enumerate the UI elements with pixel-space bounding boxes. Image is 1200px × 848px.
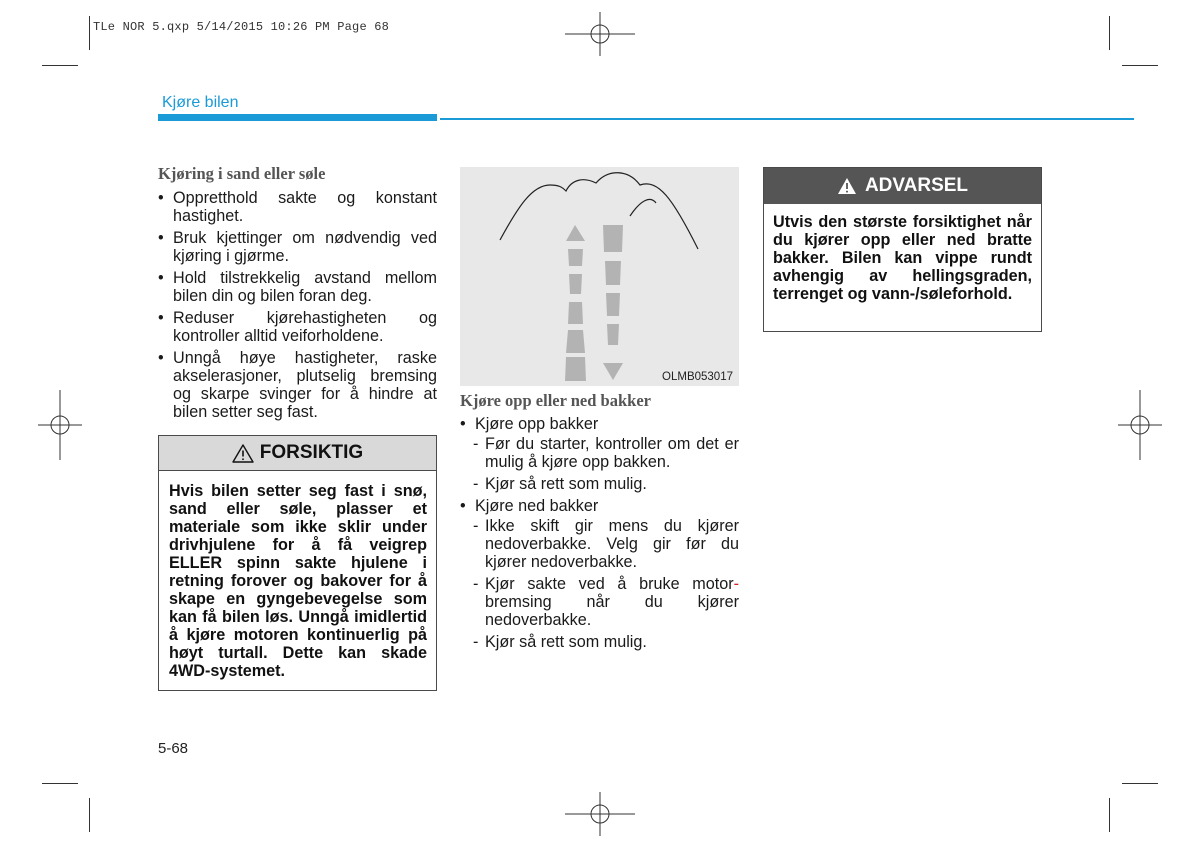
middle-column [460, 392, 739, 655]
section-title: Kjøre bilen [162, 94, 239, 111]
subsection-heading: Kjøring i sand eller søle [158, 164, 326, 183]
list-item-label: Kjøre opp bakker [475, 415, 599, 433]
crop-mark [42, 65, 78, 66]
page-number: 5-68 [158, 740, 189, 757]
crop-mark [89, 16, 90, 50]
list-item: • Hold tilstrekkelig avstand mellom bilen din og bilen foran deg. [158, 269, 437, 305]
registration-mark-left [38, 390, 82, 460]
crop-mark [42, 783, 78, 784]
sub-list-item: - Kjør så rett som mulig. [473, 475, 739, 493]
warning-triangle-filled-icon [837, 177, 857, 195]
registration-mark-bottom [565, 792, 635, 836]
list-item: • Reduser kjørehastigheten og kontroller alltid veiforholdene. [158, 309, 437, 345]
list-item [460, 497, 739, 651]
section-bar [158, 114, 437, 121]
subsection-heading: Kjøre opp eller ned bakker [460, 391, 651, 410]
list-item: • Unngå høye hastigheter, raske akselerasjoner, plutselig bremsing og skarpe svinger for å hindre at bilen setter seg fast. [158, 349, 437, 421]
caution-box [158, 435, 437, 691]
crop-mark [1109, 16, 1110, 50]
registration-mark-right [1118, 390, 1162, 460]
warning-header [764, 168, 1041, 204]
section-rule [440, 118, 1134, 120]
warning-box [763, 167, 1042, 332]
crop-mark [1122, 65, 1158, 66]
crop-mark [89, 798, 90, 832]
figure-code: OLMB053017 [662, 371, 733, 383]
warning-title: ADVARSEL [864, 175, 969, 196]
list-item-label: Kjøre ned bakker [475, 497, 599, 515]
hill-driving-figure [460, 167, 739, 386]
sub-list-item: - Før du starter, kontroller om det er mulig å kjøre opp bakken. [473, 435, 739, 471]
crop-mark [1109, 798, 1110, 832]
caution-text: Hvis bilen setter seg fast i snø, sand eller søle, plasser et materiale som ikke sklir under drivhjulene for å få veigrep ELLER spinn sakte hjulene i retning forover og bakover for å skape en gyngebevegelse som kan få bilen løs. Unngå imidlertid å kjøre motoren kontinuerlig på høyt turtall. Dette kan skade 4WD-systemet. [169, 482, 427, 680]
list-item: • Bruk kjettinger om nødvendig ved kjøring i gjørme. [158, 229, 437, 265]
left-column [158, 165, 437, 425]
list-item [460, 415, 739, 493]
warning-text: Utvis den største forsiktighet når du kjører opp eller ned bratte bakker. Bilen kan vippe rundt avhengig av hellingsgraden, terrenget og vann-/søleforhold. [773, 213, 1032, 303]
printer-slug: TLe NOR 5.qxp 5/14/2015 10:26 PM Page 68 [93, 20, 390, 34]
caution-title: FORSIKTIG [259, 442, 364, 463]
bullet-list [158, 189, 437, 421]
warning-triangle-outline-icon [232, 444, 254, 463]
hill-illustration [460, 167, 739, 386]
hyphen-mark: - [733, 575, 739, 593]
caution-header [159, 436, 436, 471]
sub-list-item: - Ikke skift gir mens du kjører nedoverbakke. Velg gir før du kjører nedoverbakke. [473, 517, 739, 571]
sub-list-item: - Kjør sakte ved å bruke motor-bremsing når du kjører nedoverbakke. [473, 575, 739, 629]
sub-list [460, 517, 739, 651]
registration-mark-top [565, 12, 635, 56]
crop-mark [1122, 783, 1158, 784]
bullet-list [460, 415, 739, 651]
sub-list-item: - Kjør så rett som mulig. [473, 633, 739, 651]
sub-list [460, 435, 739, 493]
list-item: • Oppretthold sakte og konstant hastighet. [158, 189, 437, 225]
